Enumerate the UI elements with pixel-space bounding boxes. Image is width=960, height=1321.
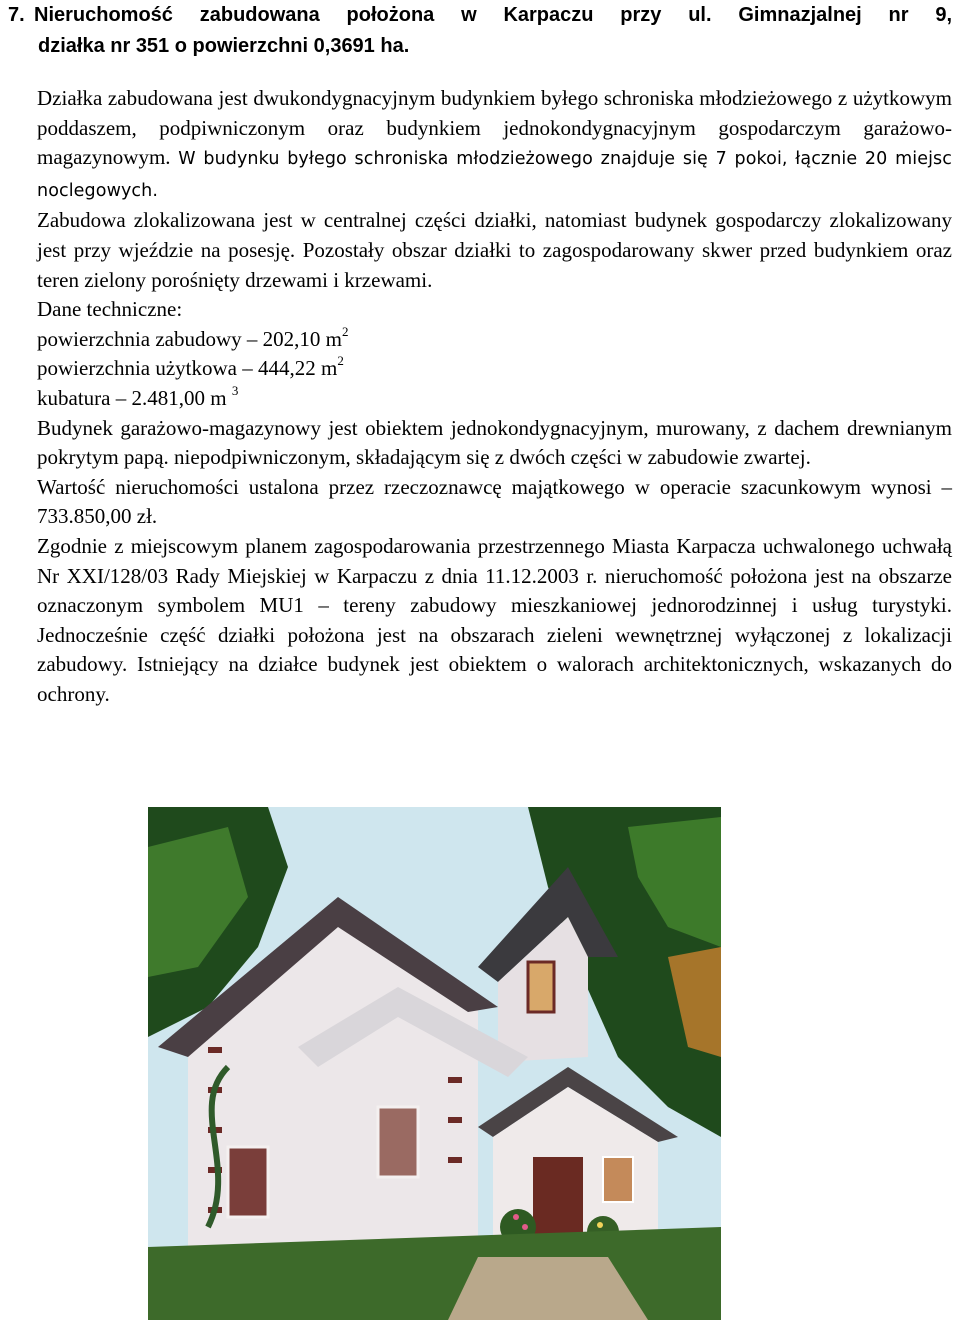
photo-attic-window: [528, 962, 554, 1012]
photo-flower-2: [522, 1224, 528, 1230]
garage-paragraph: Budynek garażowo-magazynowy jest obiektem jednokondygnacyjnym, murowany, z dachem drewnianym pokrytym papą. niepodpiwniczonym, składającym się z dwóch części w zabudowie zwartej.: [37, 415, 952, 470]
photo-porch-door: [533, 1157, 583, 1237]
property-description: [37, 84, 952, 709]
built-area-line: [37, 325, 952, 355]
photo-window-center: [378, 1107, 418, 1177]
photo-window-left: [228, 1147, 268, 1217]
photo-timber-stripe-1: [208, 1047, 222, 1053]
cubature: kubatura – 2.481,00 m: [37, 385, 227, 410]
usable-area-line: [37, 354, 952, 384]
building-photo: [148, 807, 721, 1320]
built-area: powierzchnia zabudowy – 202,10 m: [37, 326, 343, 351]
section-number: 7.: [8, 4, 25, 26]
building-paragraph: [37, 84, 952, 206]
photo-flower-3: [597, 1222, 603, 1228]
built-area-unit-exponent: 2: [342, 323, 349, 339]
photo-timber-stripe-7: [448, 1077, 462, 1083]
section-title-line-2: działka nr 351 o powierzchni 0,3691 ha.: [38, 35, 410, 57]
building-photo-illustration: [148, 807, 721, 1320]
photo-timber-stripe-8: [448, 1117, 462, 1123]
section-title-line-1: Nieruchomość zabudowana położona w Karpaczu przy ul. Gimnazjalnej nr 9,: [34, 4, 952, 26]
usable-area-unit-exponent: 2: [337, 353, 344, 369]
section-heading: [8, 0, 952, 62]
location-paragraph: Zabudowa zlokalizowana jest w centralnej części działki, natomiast budynek gospodarczy zlokalizowany jest przy wjeździe na posesję. Pozostały obszar działki to zagospodarowany skwer przed budynkiem oraz teren zielony porośnięty drzewami i krzewami.: [37, 208, 952, 292]
technical-data-label: Dane techniczne:: [37, 297, 183, 322]
photo-flower-1: [513, 1214, 519, 1220]
cubature-line: [37, 384, 952, 414]
rooms-description: W budynku byłego schroniska młodzieżowego znajduje się 7 pokoi, łącznie 20 miejsc noclegowych.: [37, 149, 952, 201]
cubature-unit-exponent: 3: [231, 382, 239, 398]
usable-area: powierzchnia użytkowa – 444,22 m: [37, 356, 338, 381]
value-paragraph: Wartość nieruchomości ustalona przez rzeczoznawcę majątkowego w operacie szacunkowym wynosi – 733.850,00 zł.: [37, 474, 952, 529]
photo-porch-window: [603, 1157, 633, 1202]
photo-timber-stripe-9: [448, 1157, 462, 1163]
building-description: Działka zabudowana jest dwukondygnacyjnym budynkiem byłego schroniska młodzieżowego z użytkowym poddaszem, podpiwniczonym oraz budynkiem jednokondygnacyjnym gospodarczym garażowo-magazynowym.: [37, 86, 952, 170]
zoning-paragraph: Zgodnie z miejscowym planem zagospodarowania przestrzennego Miasta Karpacza uchwalonego uchwałą Nr XXI/128/03 Rady Miejskiej w Karpaczu z dnia 11.12.2003 r. nieruchomość położona jest na obszarze oznaczonym symbolem MU1 – tereny zabudowy mieszkaniowej jednorodzinnej i usług turystyki. Jednocześnie część działki położona jest na obszarach zieleni wewnętrznej wyłączonej z lokalizacji zabudowy. Istniejący na działce budynek jest obiektem o walorach architektonicznych, wskazanych do ochrony.: [37, 533, 952, 706]
